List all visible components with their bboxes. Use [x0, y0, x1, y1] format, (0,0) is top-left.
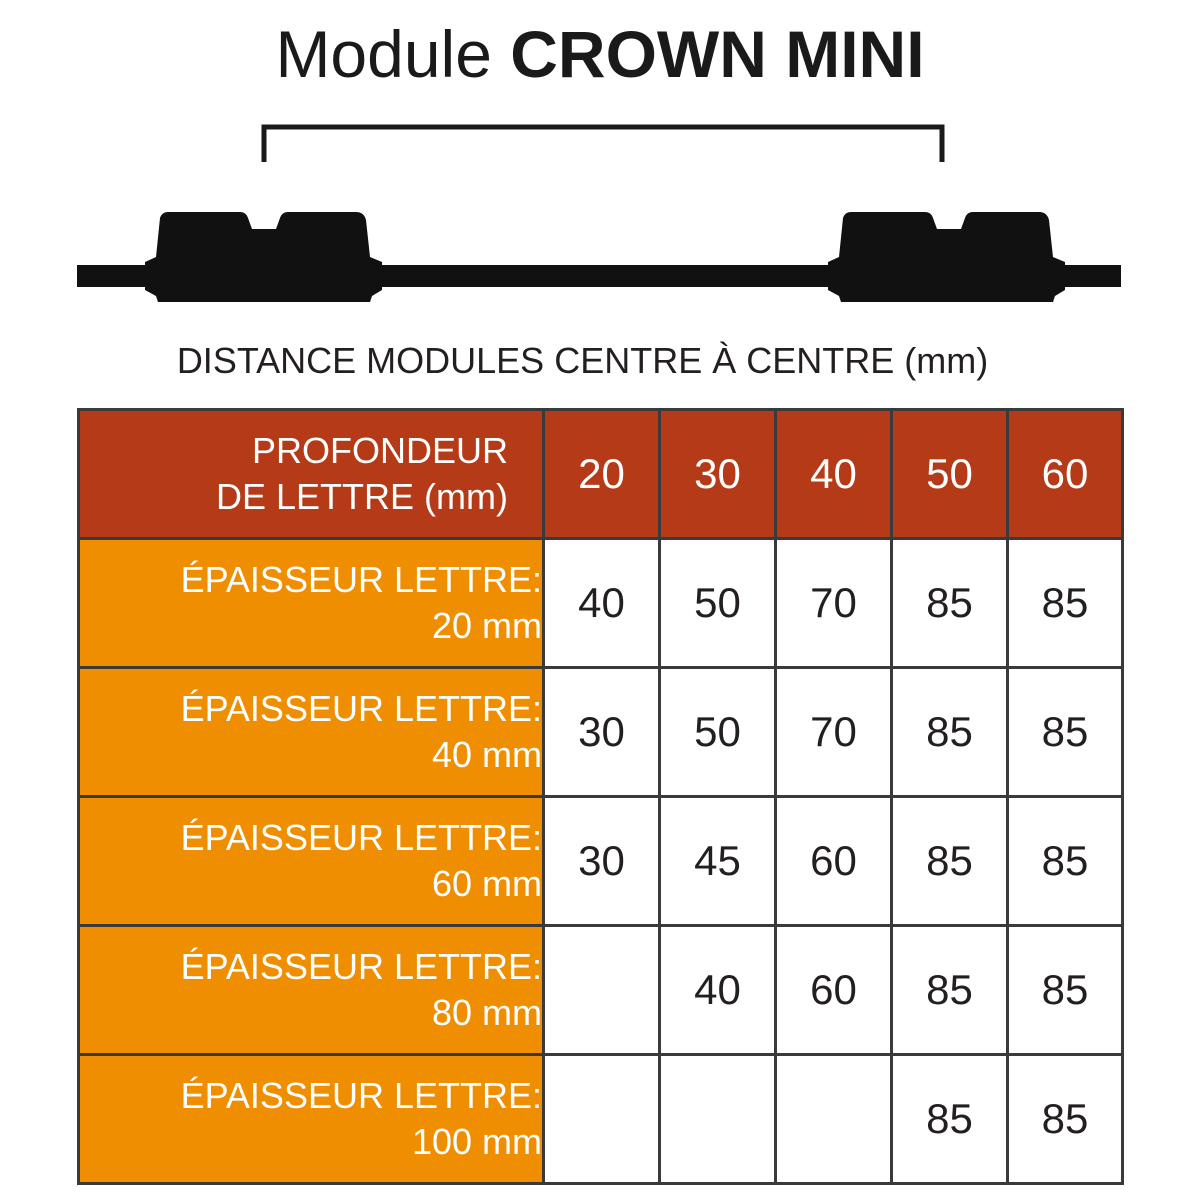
- value-cell: 45: [660, 797, 776, 926]
- value-cell: 40: [544, 539, 660, 668]
- value-cell: 60: [776, 926, 892, 1055]
- page-title: [0, 14, 1200, 94]
- spacing-table: [77, 408, 1124, 1185]
- value-cell: [660, 1055, 776, 1184]
- value-cell: [544, 1055, 660, 1184]
- value-cell: 50: [660, 668, 776, 797]
- corner-label-line-2: DE LETTRE (mm): [216, 476, 508, 517]
- row-label-line-2: 80 mm: [431, 992, 542, 1033]
- header-row: [79, 410, 1123, 539]
- value-cell: 70: [776, 539, 892, 668]
- row-label-line-2: 20 mm: [431, 605, 542, 646]
- value-cell: [776, 1055, 892, 1184]
- table-row: [79, 1055, 1123, 1184]
- row-label-line-1: ÉPAISSEUR LETTRE:: [180, 1075, 542, 1116]
- column-header: 20: [544, 410, 660, 539]
- value-cell: 60: [776, 797, 892, 926]
- value-cell: 85: [892, 668, 1008, 797]
- distance-bracket: [264, 127, 942, 162]
- row-label-line-2: 100 mm: [411, 1121, 542, 1162]
- module-diagram: [0, 110, 1200, 310]
- row-label-line-1: ÉPAISSEUR LETTRE:: [180, 688, 542, 729]
- value-cell: 85: [1008, 1055, 1123, 1184]
- column-header: 40: [776, 410, 892, 539]
- value-cell: [544, 926, 660, 1055]
- value-cell: 85: [892, 539, 1008, 668]
- value-cell: 85: [1008, 668, 1123, 797]
- value-cell: 50: [660, 539, 776, 668]
- row-label-line-1: ÉPAISSEUR LETTRE:: [180, 946, 542, 987]
- column-header: 50: [892, 410, 1008, 539]
- table-row: [79, 797, 1123, 926]
- row-label-line-1: ÉPAISSEUR LETTRE:: [180, 817, 542, 858]
- value-cell: 70: [776, 668, 892, 797]
- table-row: [79, 926, 1123, 1055]
- value-cell: 85: [1008, 539, 1123, 668]
- value-cell: 85: [892, 1055, 1008, 1184]
- row-label-line-1: ÉPAISSEUR LETTRE:: [180, 559, 542, 600]
- column-header: 60: [1008, 410, 1123, 539]
- value-cell: 40: [660, 926, 776, 1055]
- corner-header: [79, 410, 544, 539]
- value-cell: 85: [1008, 926, 1123, 1055]
- row-label-line-2: 60 mm: [431, 863, 542, 904]
- row-label: [79, 1055, 544, 1184]
- chart-subtitle: DISTANCE MODULES CENTRE À CENTRE (mm): [176, 340, 989, 381]
- row-label-line-2: 40 mm: [431, 734, 542, 775]
- value-cell: 30: [544, 668, 660, 797]
- row-label: [79, 539, 544, 668]
- column-header: 30: [660, 410, 776, 539]
- left-module-shape: [145, 212, 382, 302]
- value-cell: 30: [544, 797, 660, 926]
- table-row: [79, 539, 1123, 668]
- row-label: [79, 926, 544, 1055]
- right-module-shape: [828, 212, 1065, 302]
- table-row: [79, 668, 1123, 797]
- value-cell: 85: [1008, 797, 1123, 926]
- row-label: [79, 797, 544, 926]
- value-cell: 85: [892, 797, 1008, 926]
- value-cell: 85: [892, 926, 1008, 1055]
- corner-label-line-1: PROFONDEUR: [251, 430, 508, 471]
- title-product-name: CROWN MINI: [510, 17, 925, 91]
- row-label: [79, 668, 544, 797]
- title-prefix: Module: [275, 17, 492, 91]
